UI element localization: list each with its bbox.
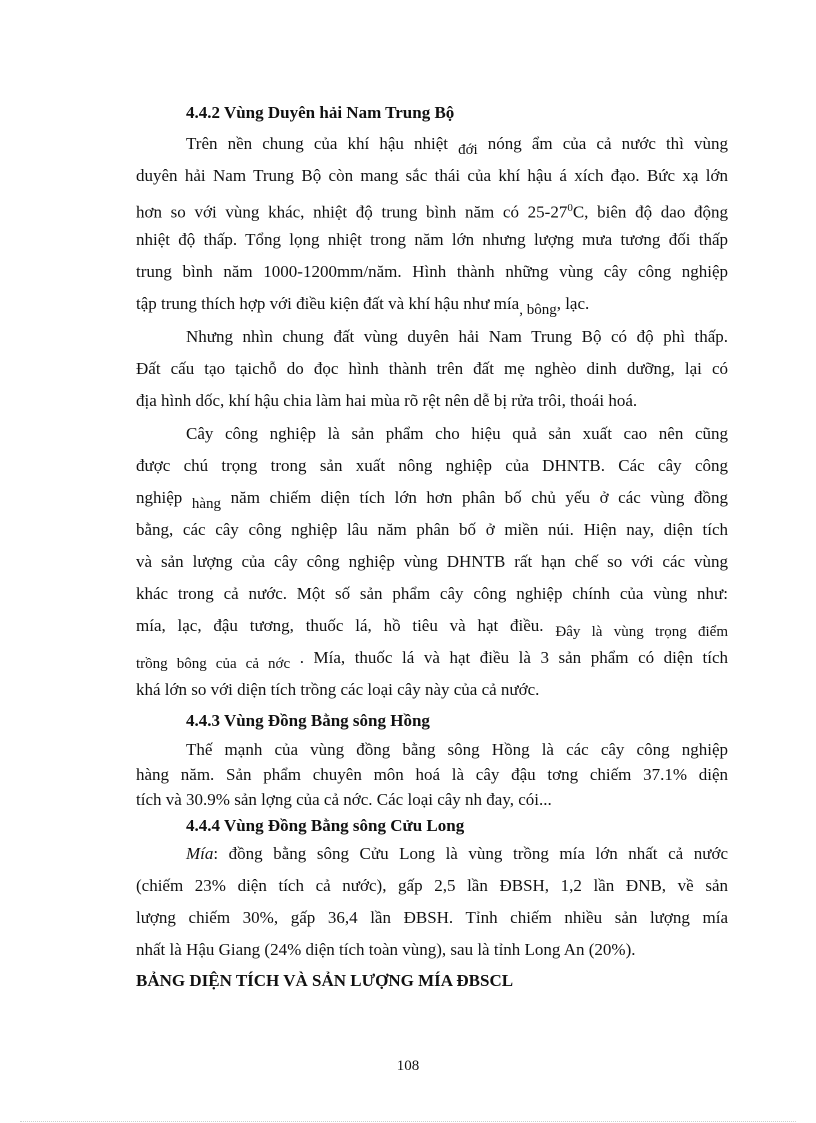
paragraph-line: Thế mạnh của vùng đồng bằng sông Hồng là các cây công nghiệp bbox=[186, 740, 728, 759]
paragraph-line: địa hình dốc, khí hậu chia làm hai mùa rõ rệt nên dễ bị rửa trôi, thoái hoá. bbox=[136, 391, 638, 410]
paragraph-line: khác trong cả nước. Một số sản phẩm cây công nghiệp chính của vùng như: bbox=[136, 584, 728, 603]
text-span: Trên nền chung của khí hậu nhiệt bbox=[186, 134, 459, 153]
text-span: tập trung thích hợp với điều kiện đất và khí hậu như mía bbox=[136, 294, 520, 313]
paragraph-line: được chú trọng trong sản xuất nông nghiệp của DHNTB. Các cây công bbox=[136, 456, 728, 475]
paragraph-line bbox=[186, 133, 728, 156]
paragraph-line bbox=[136, 197, 728, 224]
paragraph-line bbox=[136, 293, 728, 316]
paragraph-line: Đất cấu tạo tạichỗ do đọc hình thành trên đất mẹ nghèo dinh dưỡng, lại có bbox=[136, 359, 728, 378]
text-span: . Mía, thuốc lá và hạt điều là 3 sản phẩm có diện tích bbox=[290, 648, 728, 667]
paragraph-line: duyên hải Nam Trung Bộ còn mang sắc thái của khí hậu á xích đạo. Bức xạ lớn bbox=[136, 166, 728, 185]
text-span: nghiệp bbox=[136, 488, 192, 507]
paragraph-line: (chiếm 23% diện tích cả nước), gấp 2,5 lần ĐBSH, 1,2 lần ĐNB, về sản bbox=[136, 876, 728, 895]
text-span: nóng ẩm của cả nước thì vùng bbox=[477, 134, 728, 153]
paragraph-line: bằng, các cây công nghiệp lâu năm phân bố ở miền núi. Hiện nay, diện tích bbox=[136, 520, 728, 539]
text-span: trồng bông của cả nớc bbox=[136, 656, 291, 672]
text-span: đới bbox=[458, 142, 478, 158]
paragraph-line bbox=[136, 615, 728, 638]
paragraph-line: Cây công nghiệp là sản phẩm cho hiệu quả sản xuất cao nên cũng bbox=[186, 424, 728, 443]
text-span: Đây là vùng trọng điểm bbox=[555, 624, 728, 640]
paragraph-line: lượng chiếm 30%, gấp 36,4 lần ĐBSH. Tỉnh chiếm nhiều sản lượng mía bbox=[136, 908, 728, 927]
heading-4-4-4: 4.4.4 Vùng Đồng Bằng sông Cửu Long bbox=[186, 816, 465, 835]
paragraph-line: nhiệt độ thấp. Tổng lọng nhiệt trong năm lớn nhưng lượng mưa tương đối thấp bbox=[136, 230, 728, 249]
text-span: , bông bbox=[519, 302, 557, 318]
text-span: hàng bbox=[191, 496, 222, 512]
text-span: mía, lạc, đậu tương, thuốc lá, hồ tiêu và hạt điều. bbox=[136, 616, 556, 635]
paragraph-line bbox=[136, 647, 728, 670]
paragraph-line bbox=[136, 487, 728, 510]
paragraph-line: hàng năm. Sản phẩm chuyên môn hoá là cây đậu tơng chiếm 37.1% diện bbox=[136, 765, 728, 784]
text-span: , lạc. bbox=[556, 294, 590, 313]
paragraph-line: nhất là Hậu Giang (24% diện tích toàn vùng), sau là tỉnh Long An (20%). bbox=[136, 940, 636, 959]
heading-4-4-3: 4.4.3 Vùng Đồng Bằng sông Hồng bbox=[186, 711, 430, 730]
footer-divider bbox=[20, 1121, 796, 1122]
paragraph-line bbox=[186, 843, 728, 865]
heading-4-4-2: 4.4.2 Vùng Duyên hải Nam Trung Bộ bbox=[186, 103, 455, 122]
table-title: BẢNG DIỆN TÍCH VÀ SẢN LƯỢNG MÍA ĐBSCL bbox=[136, 971, 514, 990]
text-span: hơn so với vùng khác, nhiệt độ trung bình năm có 25-27 bbox=[136, 202, 568, 222]
text-span: Mía bbox=[186, 844, 214, 863]
page-number: 108 bbox=[396, 1058, 420, 1074]
text-span: năm chiếm diện tích lớn hơn phân bố chủ yếu ở các vùng đồng bbox=[221, 488, 728, 507]
paragraph-line: Nhưng nhìn chung đất vùng duyên hải Nam Trung Bộ có độ phì thấp. bbox=[186, 327, 728, 346]
superscript: 0 bbox=[567, 202, 573, 214]
paragraph-line: và sản lượng của cây công nghiệp vùng DHNTB rất hạn chế so với các vùng bbox=[136, 552, 728, 571]
text-span: C, biên độ dao động bbox=[572, 202, 729, 222]
paragraph-line: tích và 30.9% sản lợng của cả nớc. Các loại cây nh đay, cói... bbox=[136, 790, 552, 809]
paragraph-line: khá lớn so với diện tích trồng các loại cây này của cả nước. bbox=[136, 680, 540, 699]
text-span: : đồng bằng sông Cửu Long là vùng trồng mía lớn nhất cả nước bbox=[213, 844, 728, 863]
paragraph-line: trung bình năm 1000-1200mm/năm. Hình thành những vùng cây công nghiệp bbox=[136, 262, 728, 281]
